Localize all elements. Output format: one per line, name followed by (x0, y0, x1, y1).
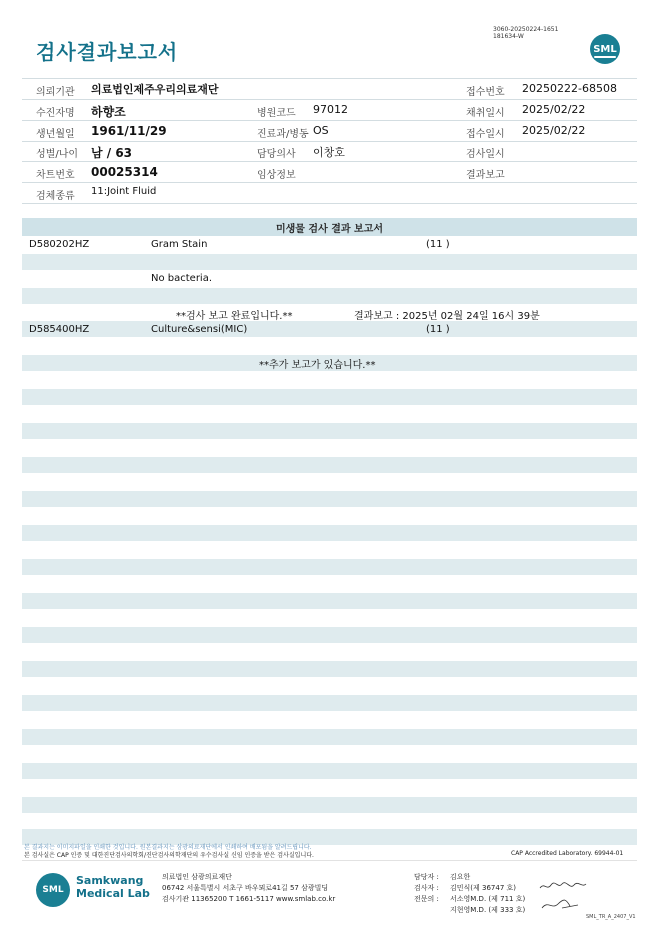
divider (22, 99, 637, 100)
row-band (22, 389, 637, 405)
test-specimen: (11 ) (426, 324, 450, 335)
accreditation-notice: 본 검사실은 CAP 인증 및 대한진단검사의학회/진단검사의학재단의 우수검사실 신임 인증을 받은 검사실입니다. (24, 852, 314, 859)
doctor-label: 담당의사 (257, 149, 296, 160)
report-time: 결과보고 : 2025년 02월 24일 16시 39분 (354, 311, 540, 322)
row-band (22, 695, 637, 711)
sml-logo-icon: SML (590, 34, 620, 64)
test-specimen: (11 ) (426, 239, 450, 250)
divider (22, 78, 637, 79)
dept-value: OS (313, 124, 329, 137)
row-band (22, 491, 637, 507)
divider (22, 120, 637, 121)
report-title: 검사결과보고서 (36, 40, 179, 64)
hospital-code-value: 97012 (313, 103, 348, 116)
specimen-label: 검체종류 (36, 191, 75, 202)
specialist-value: 서소영M.D. (제 711 호) (450, 895, 526, 903)
hospital-code-label: 병원코드 (257, 108, 296, 119)
address: 06742 서울특별시 서초구 바우뫼로41길 57 삼광빌딩 (162, 884, 329, 892)
organization: 의료법인 삼광의료재단 (162, 873, 232, 881)
patient-name-value: 하향조 (91, 105, 126, 119)
document-id-line: 181634-W (493, 33, 524, 40)
tester-label: 검사자 : (414, 884, 439, 892)
sex-age-label: 성별/나이 (36, 149, 79, 160)
chart-no-label: 차트번호 (36, 170, 75, 181)
divider (22, 141, 637, 142)
receipt-no-label: 접수번호 (466, 87, 505, 98)
signature-icon (540, 896, 580, 912)
row-band (22, 797, 637, 813)
row-band (22, 661, 637, 677)
gram-stain-result: No bacteria. (151, 273, 213, 284)
signature-icon (538, 880, 588, 892)
tester-value: 김민식(제 36747 호) (450, 884, 516, 892)
section-title: 미생물 검사 결과 보고서 (275, 224, 384, 235)
cap-accreditation: CAP Accredited Laboratory. 69944-01 (511, 850, 624, 857)
institution-label: 의뢰기관 (36, 87, 75, 98)
doctor-value: 이창호 (313, 146, 345, 159)
row-band (22, 593, 637, 609)
brand-line: Samkwang (76, 874, 144, 887)
chart-no-value: 00025314 (91, 165, 158, 179)
test-code: D580202HZ (29, 239, 90, 250)
specialist-value: 지현영M.D. (제 333 호) (450, 906, 526, 914)
staff-label: 담당자 : (414, 873, 439, 881)
row-band (22, 627, 637, 643)
brand-line: Medical Lab (76, 887, 150, 900)
document-id-line: 3060-20250224-1651 (493, 26, 559, 33)
test-name: Culture&sensi(MIC) (151, 324, 248, 335)
divider (22, 161, 637, 162)
test-date-label: 검사일시 (466, 149, 505, 160)
divider (22, 203, 637, 204)
row-band (22, 525, 637, 541)
dept-label: 진료과/병동 (257, 129, 309, 140)
staff-value: 김요한 (450, 873, 471, 881)
row-band (22, 559, 637, 575)
sml-footer-logo-icon: SML (36, 873, 70, 907)
contact: 검사기관 11365200 T 1661-5117 www.smlab.co.kr (162, 895, 336, 903)
sex-age-value: 남 / 63 (91, 146, 133, 160)
row-band (22, 763, 637, 779)
row-band (22, 457, 637, 473)
test-code: D585400HZ (29, 324, 90, 335)
additional-report-note: **추가 보고가 있습니다.** (259, 360, 376, 371)
collect-date-label: 채취일시 (466, 108, 505, 119)
report-label: 결과보고 (466, 170, 505, 181)
receipt-date-label: 접수일시 (466, 129, 505, 140)
document-id (493, 26, 558, 40)
specialist-label: 전문의 : (414, 895, 439, 903)
print-notice: 본 결과지는 이미지파일을 인쇄한 것입니다. 원본결과지는 삼광의료재단에서 인쇄하여 배포됨을 알려드립니다. (24, 844, 312, 851)
birth-label: 생년월일 (36, 129, 75, 140)
specimen-value: 11:Joint Fluid (91, 186, 157, 197)
divider (22, 182, 637, 183)
footer-divider (22, 860, 637, 861)
collect-date-value: 2025/02/22 (522, 103, 586, 116)
patient-name-label: 수진자명 (36, 108, 75, 119)
row-band (22, 288, 637, 304)
row-band (22, 254, 637, 270)
institution-value: 의료법인제주우리의료재단 (91, 83, 219, 96)
form-code: SML_TR_A_2407_V1 (586, 914, 636, 920)
birth-value: 1961/11/29 (91, 124, 167, 138)
row-band (22, 321, 637, 337)
clinical-info-label: 임상정보 (257, 170, 296, 181)
row-band (22, 729, 637, 745)
receipt-no-value: 20250222-68508 (522, 82, 617, 95)
brand-name (76, 874, 150, 900)
row-band (22, 423, 637, 439)
receipt-date-value: 2025/02/22 (522, 124, 586, 137)
report-complete-note: **검사 보고 완료입니다.** (176, 311, 293, 322)
test-name: Gram Stain (151, 239, 208, 250)
